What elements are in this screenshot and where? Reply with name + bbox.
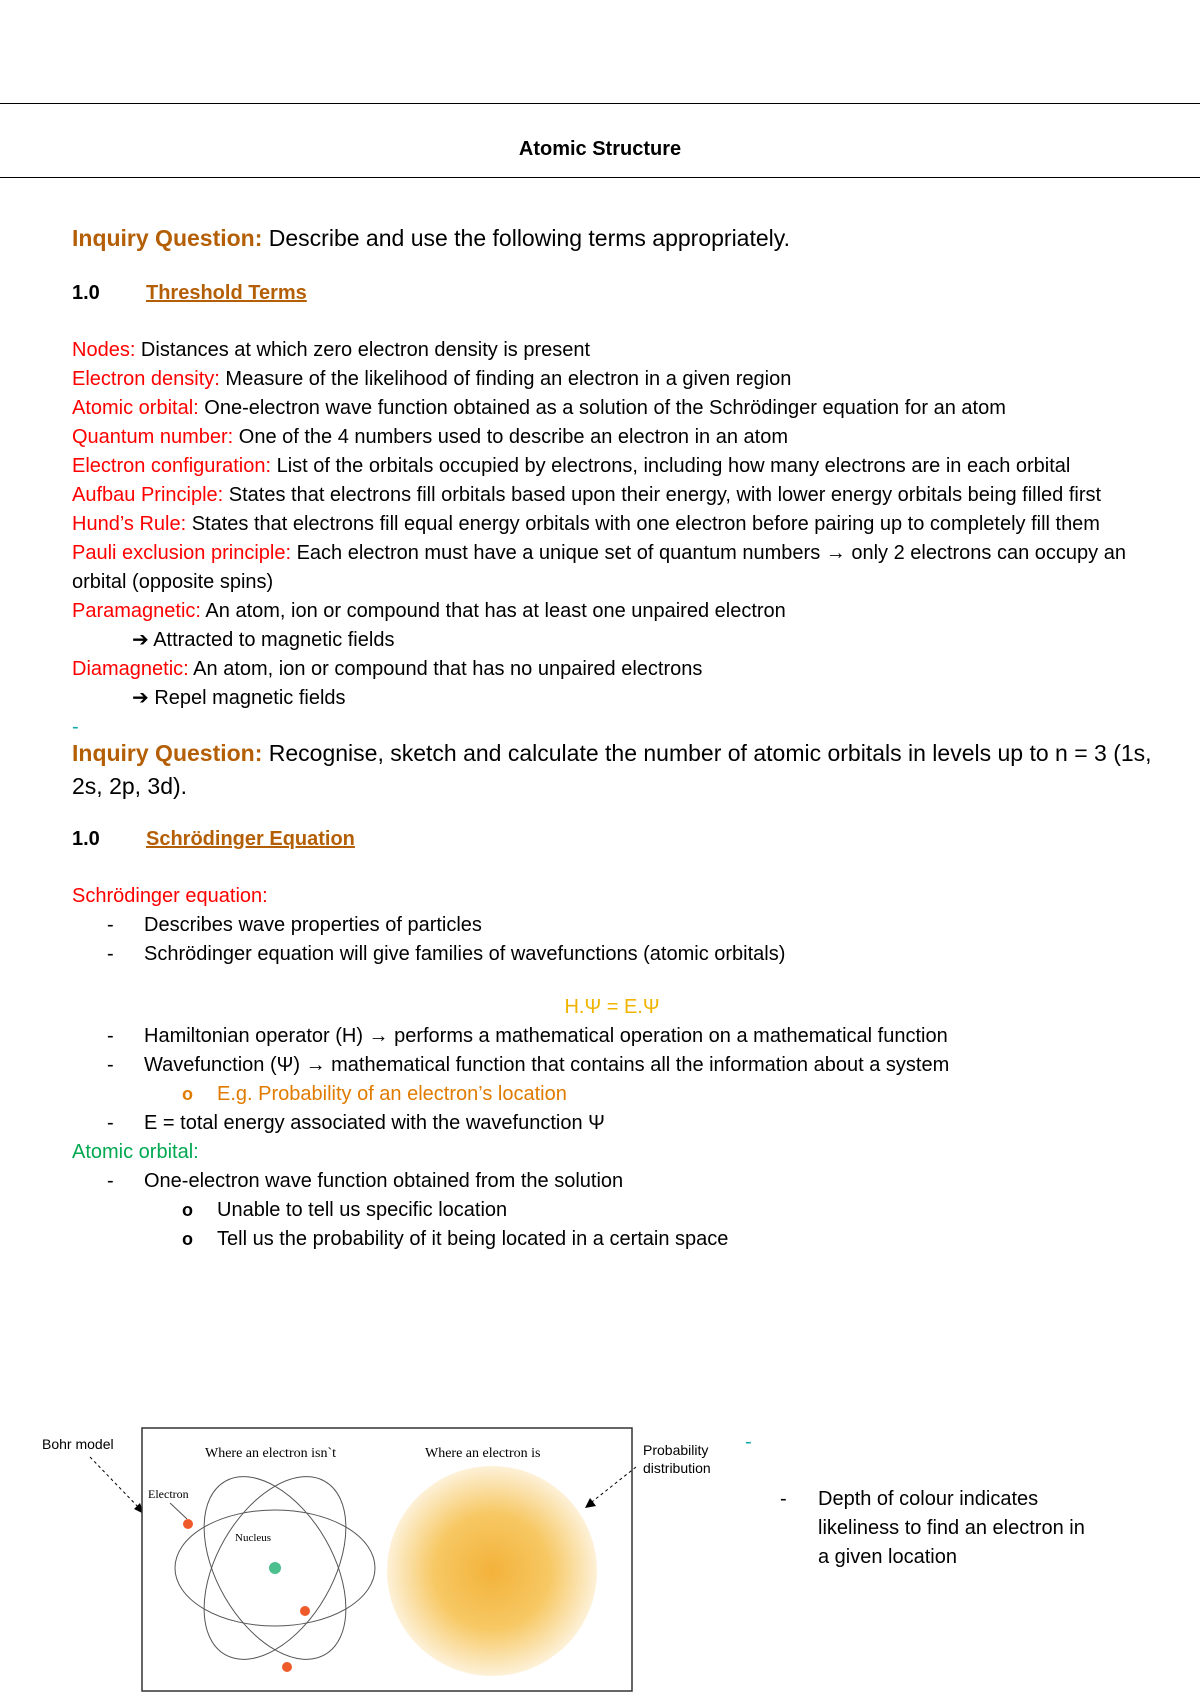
schrodinger-equation: H.Ψ = E.Ψ (564, 996, 660, 1018)
list-item: - Schrödinger equation will give families of wavefunctions (atomic orbitals) (72, 940, 1152, 969)
term: Diamagnetic: (72, 658, 189, 680)
electron (300, 1606, 310, 1616)
nucleus (269, 1562, 281, 1574)
side-note-line: likeliness to find an electron in (818, 1517, 1085, 1539)
probability-label-line1: Probability (643, 1442, 709, 1458)
definition: An atom, ion or compound that has at least one unpaired electron (200, 600, 786, 622)
page-header-title: Atomic Structure (518, 138, 682, 160)
list-item: - One-electron wave function obtained from the solution (72, 1167, 1152, 1196)
list-item: - Describes wave properties of particles (72, 911, 1152, 940)
section-number: 1.0 (72, 282, 100, 304)
term: Nodes: (72, 339, 136, 361)
inquiry-question-2 (72, 737, 1152, 803)
atomic-orbital-sublist (72, 1196, 1152, 1254)
definition: List of the orbitals occupied by electrons, including how many electrons are in each orbital (271, 455, 1071, 477)
electron-label: Electron (148, 1487, 189, 1501)
atomic-orbital-bullets (72, 1167, 1152, 1196)
header-top-rule (0, 103, 1200, 104)
definition-paramagnetic (72, 597, 1152, 626)
nucleus-label: Nucleus (235, 1532, 272, 1544)
list-item: o Tell us the probability of it being located in a certain space (72, 1225, 1152, 1254)
section-heading-threshold (72, 279, 1152, 308)
electron (183, 1519, 193, 1529)
equation-bullets (72, 1022, 1152, 1080)
section-heading-schrodinger (72, 825, 1152, 854)
schrodinger-label: Schrödinger equation: (72, 885, 268, 907)
iq-label: Inquiry Question: (72, 740, 263, 766)
example-sublist (72, 1080, 1152, 1109)
header-bottom-rule (0, 177, 1200, 178)
list-item: - Wavefunction (Ψ) → mathematical function that contains all the information about a system (72, 1051, 1152, 1080)
list-item: o E.g. Probability of an electron’s location (72, 1080, 1152, 1109)
right-panel-title: Where an electron is (425, 1446, 541, 1461)
iq-text: Describe and use the following terms appropriately. (262, 225, 790, 251)
stray-dash: - (72, 716, 79, 738)
diamagnetic-note: ➔ Repel magnetic fields (132, 687, 346, 709)
term: Paramagnetic: (72, 600, 201, 622)
term: Atomic orbital: (72, 397, 199, 419)
definition-nodes (72, 336, 1152, 365)
side-stray-dash: - (745, 1431, 752, 1453)
bohr-pointer-line (90, 1457, 142, 1511)
definition-hunds-rule (72, 510, 1152, 539)
definition: Each electron must have a unique set of quantum numbers → only 2 electrons can occupy an orbital (opposite spins) (72, 542, 1126, 593)
list-item: - Hamiltonian operator (H) → performs a mathematical operation on a mathematical function (72, 1022, 1152, 1051)
left-panel-title: Where an electron isn`t (205, 1446, 336, 1461)
definition: Distances at which zero electron density is present (135, 339, 591, 361)
electron (282, 1662, 292, 1672)
definition-atomic-orbital (72, 394, 1152, 423)
bohr-model-label: Bohr model (42, 1436, 114, 1452)
probability-label-line2: distribution (643, 1460, 711, 1476)
definition: An atom, ion or compound that has no unpaired electrons (188, 658, 703, 680)
document-body (72, 222, 1152, 1254)
definition: One-electron wave function obtained as a solution of the Schrödinger equation for an atom (198, 397, 1006, 419)
list-item: o Unable to tell us specific location (72, 1196, 1152, 1225)
definition-quantum-number (72, 423, 1152, 452)
paramagnetic-note: ➔ Attracted to magnetic fields (132, 629, 395, 651)
section-title: Schrödinger Equation (146, 828, 355, 850)
definition-pauli (72, 539, 1152, 597)
inquiry-question-1 (72, 222, 1152, 255)
term: Quantum number: (72, 426, 234, 448)
side-note (780, 1485, 1160, 1572)
term: Hund’s Rule: (72, 513, 187, 535)
iq-label: Inquiry Question: (72, 225, 263, 251)
definition: States that electrons fill orbitals based upon their energy, with lower energy orbitals being filled first (223, 484, 1102, 506)
schrodinger-bullets (72, 911, 1152, 969)
term: Electron configuration: (72, 455, 272, 477)
definition-diamagnetic (72, 655, 1152, 684)
side-note-line: - Depth of colour indicates (818, 1488, 1039, 1510)
section-number: 1.0 (72, 828, 100, 850)
definition: One of the 4 numbers used to describe an electron in an atom (233, 426, 788, 448)
term: Aufbau Principle: (72, 484, 224, 506)
definition-electron-density (72, 365, 1152, 394)
definition-electron-configuration (72, 452, 1152, 481)
term: Electron density: (72, 368, 220, 390)
definition-aufbau (72, 481, 1152, 510)
definition: States that electrons fill equal energy orbitals with one electron before pairing up to completely fill them (186, 513, 1100, 535)
orbital-figure (30, 1423, 730, 1693)
list-item: - E = total energy associated with the wavefunction Ψ (72, 1109, 1152, 1138)
atomic-orbital-label: Atomic orbital: (72, 1141, 199, 1163)
iq-text: Recognise, sketch and calculate the number of atomic orbitals in levels up to n = 3 (1s, 2s, 2p, 3d). (72, 740, 1152, 799)
section-title: Threshold Terms (146, 282, 307, 304)
definition: Measure of the likelihood of finding an electron in a given region (219, 368, 792, 390)
energy-bullet (72, 1109, 1152, 1138)
side-note-line: a given location (818, 1546, 957, 1568)
probability-cloud (387, 1466, 597, 1676)
term: Pauli exclusion principle: (72, 542, 292, 564)
definitions-list (72, 336, 1152, 713)
